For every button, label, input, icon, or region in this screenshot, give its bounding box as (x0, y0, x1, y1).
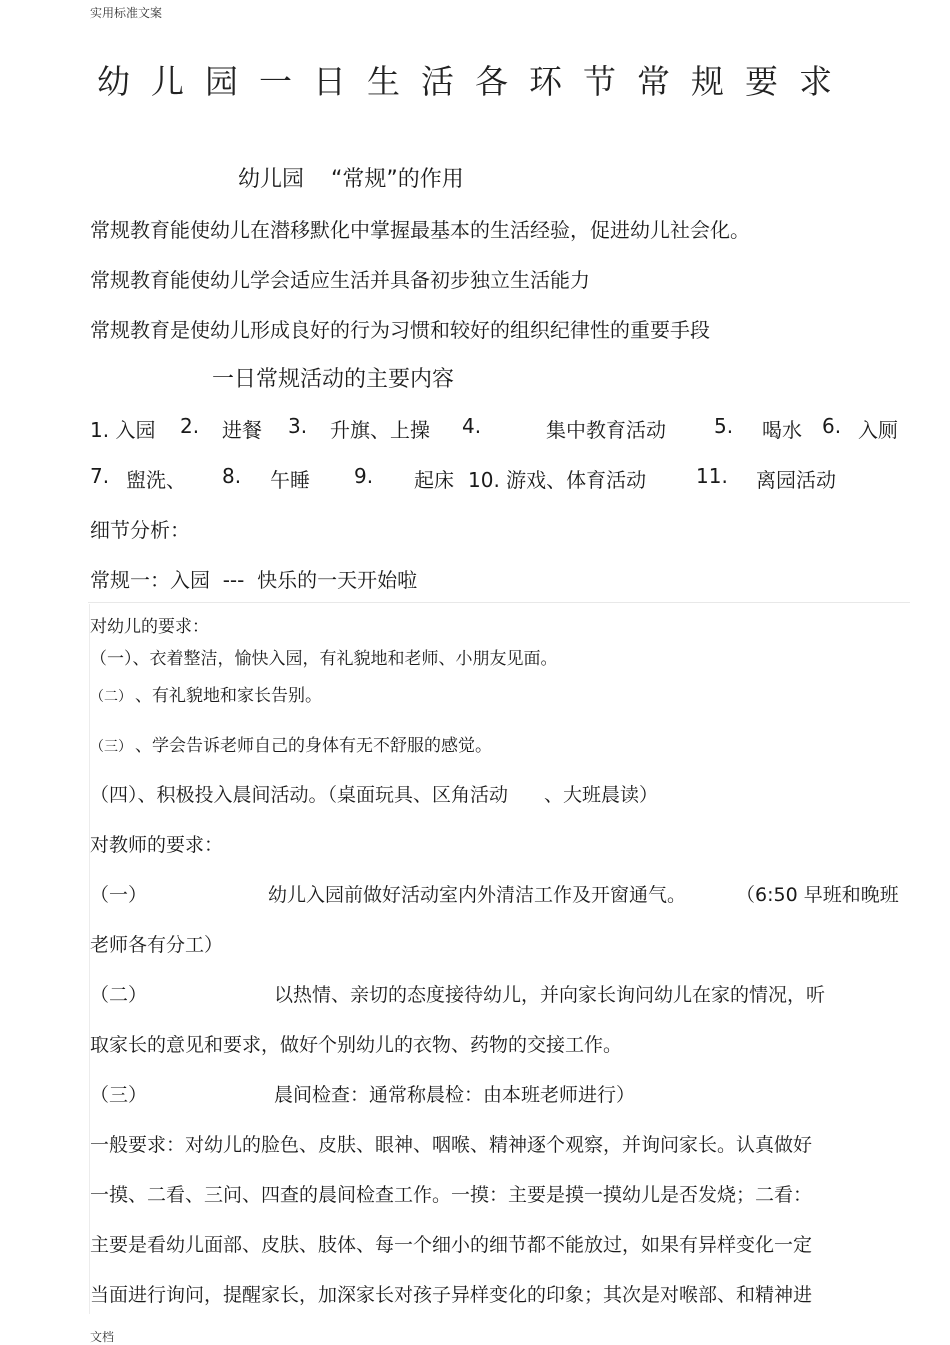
paragraph-line: 常规教育能使幼儿在潜移默化中掌握最基本的生活经验，促进幼儿社会化。 (90, 218, 750, 242)
list-item: 进餐 (222, 418, 262, 442)
requirement-item (90, 644, 558, 669)
list-item: 起床 (414, 468, 454, 492)
item-number: （四） (90, 784, 138, 806)
item-tail: 、大班晨读） (544, 784, 659, 806)
requirement-item (90, 681, 322, 706)
page-footer: 文档 (90, 1330, 115, 1344)
paragraph-line: 当面进行询问，提醒家长，加深家长对孩子异样变化的印象；其次是对喉部、和精神进 (90, 1284, 813, 1306)
paragraph-line: 一摸、二看、三问、四查的晨间检查工作。一摸：主要是摸一摸幼儿是否发烧；二看： (90, 1184, 813, 1206)
children-requirements-label: 对幼儿的要求： (90, 617, 209, 637)
item-number: （一） (90, 649, 133, 669)
teacher-item-number: （一） (90, 884, 148, 906)
teacher-item-tail: （6:50 早班和晚班 (736, 884, 899, 906)
requirement-item (90, 731, 492, 756)
paragraph-line: 主要是看幼儿面部、皮肤、肢体、每一个细小的细节都不能放过，如果有异样变化一定 (90, 1234, 813, 1256)
paragraph-line: 一般要求：对幼儿的脸色、皮肤、眼神、咽喉、精神逐个观察，并询问家长。认真做好 (90, 1134, 813, 1156)
teacher-item-text: 幼儿入园前做好活动室内外清洁工作及开窗通气。 (268, 884, 687, 906)
teacher-item-number: （三） (90, 1084, 148, 1106)
routine-heading: 常规一：入园 --- 快乐的一天开始啦 (90, 568, 418, 592)
list-item: 入厕 (858, 418, 898, 442)
list-item: 喝水 (762, 418, 802, 442)
teacher-item-text: 以热情、亲切的态度接待幼儿，并向家长询问幼儿在家的情况，听 (274, 984, 826, 1006)
list-item: 4. (462, 414, 482, 438)
item-number: （二） (90, 689, 125, 705)
divider (88, 602, 910, 603)
heading-part-b: “常规”的作用 (331, 167, 464, 192)
list-item: 10. 游戏、体育活动 (468, 468, 647, 492)
teacher-item-continuation: 老师各有分工） (90, 934, 224, 956)
detail-label: 细节分析： (90, 518, 190, 542)
item-text: 、有礼貌地和家长告别。 (135, 686, 322, 706)
item-text: 、学会告诉老师自己的身体有无不舒服的感觉。 (135, 736, 492, 756)
list-item: 1. 入园 (90, 418, 156, 442)
list-item: 午睡 (270, 468, 310, 492)
item-text: 、积极投入晨间活动。（桌面玩具、区角活动 (137, 784, 509, 806)
list-item: 升旗、上操 (330, 418, 430, 442)
list-item: 7. (90, 464, 110, 488)
list-item: 8. (222, 464, 242, 488)
list-item: 11. (696, 464, 728, 488)
margin-line (89, 604, 90, 1314)
teacher-item-number: （二） (90, 984, 148, 1006)
paragraph-line: 常规教育能使幼儿学会适应生活并具备初步独立生活能力 (90, 268, 590, 292)
list-item: 集中教育活动 (546, 418, 666, 442)
section-heading-content: 一日常规活动的主要内容 (212, 367, 455, 392)
teacher-item-continuation: 取家长的意见和要求，做好个别幼儿的衣物、药物的交接工作。 (90, 1034, 623, 1056)
teacher-item-text: 晨间检查：通常称晨检：由本班老师进行） (274, 1084, 636, 1106)
list-item: 6. (822, 414, 842, 438)
list-item: 9. (354, 464, 374, 488)
document-title: 幼儿园一日生活各环节常规要求 (97, 62, 853, 101)
page-header: 实用标准文案 (90, 6, 163, 20)
list-item: 盥洗、 (126, 468, 186, 492)
list-item: 2. (180, 414, 200, 438)
requirement-item (90, 780, 658, 807)
list-item: 3. (288, 414, 308, 438)
section-heading-role (238, 162, 464, 193)
list-item: 离园活动 (756, 468, 836, 492)
heading-part-a: 幼儿园 (238, 167, 305, 192)
item-text: 、衣着整洁，愉快入园，有礼貌地和老师、小朋友见面。 (132, 649, 558, 669)
list-item: 5. (714, 414, 734, 438)
teacher-requirements-label: 对教师的要求： (90, 834, 224, 856)
paragraph-line: 常规教育是使幼儿形成良好的行为习惯和较好的组织纪律性的重要手段 (90, 318, 710, 342)
item-number: （三） (90, 739, 125, 755)
